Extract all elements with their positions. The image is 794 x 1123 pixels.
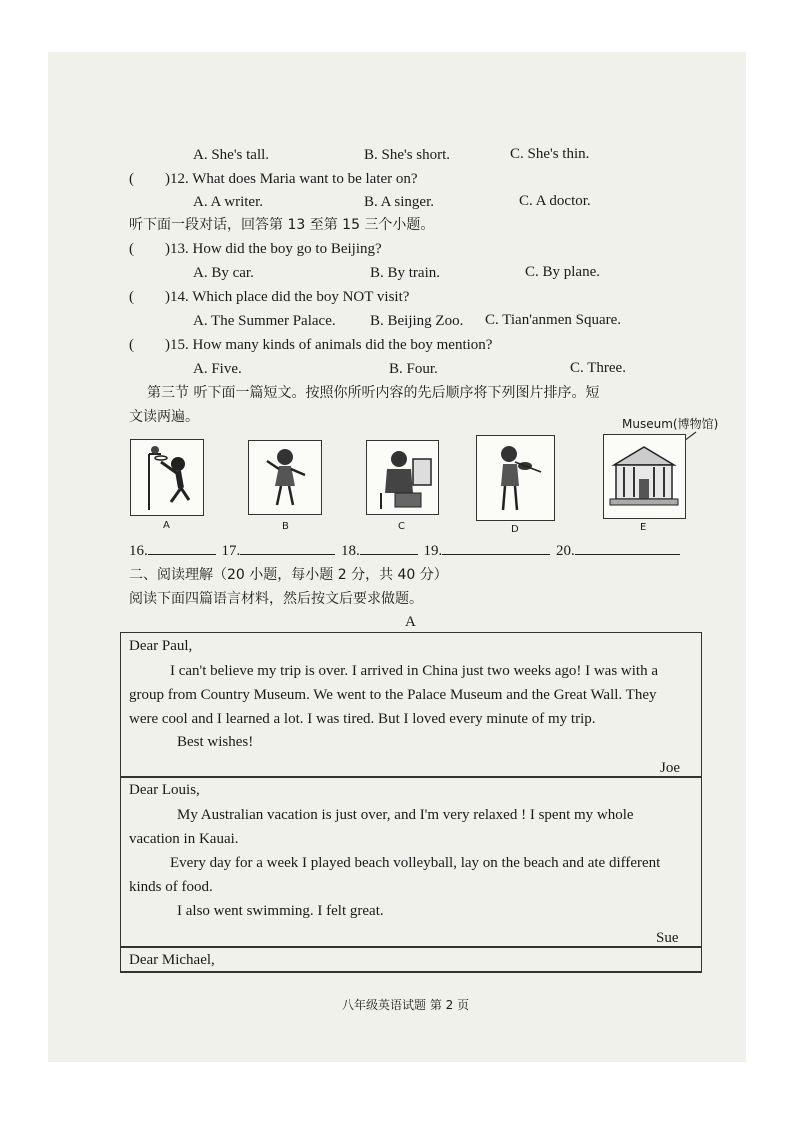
reading-heading: 二、阅读理解（20 小题，每小题 2 分，共 40 分） [129, 567, 448, 583]
letter-divider-2 [120, 946, 702, 948]
letter-divider-1 [120, 776, 702, 778]
q13-option-a: A. By car. [193, 265, 254, 281]
blank-18[interactable] [360, 540, 418, 555]
blank-19[interactable] [442, 540, 550, 555]
picture-e-label: E [640, 522, 647, 533]
blank-17-label: 17. [221, 543, 241, 559]
instruction-13-15: 听下面一段对话，回答第 13 至第 15 三个小题。 [129, 217, 435, 233]
section3-instruction-line2: 文读两遍。 [129, 409, 199, 425]
museum-building-icon [604, 435, 685, 518]
picture-d-violin [476, 435, 555, 521]
letter3-greeting: Dear Michael, [129, 952, 215, 968]
reading-person-icon [367, 441, 438, 514]
letter2-line2: vacation in Kauai. [129, 831, 239, 847]
q15-option-c: C. Three. [570, 360, 626, 376]
page-footer: 八年级英语试题 第 2 页 [342, 998, 470, 1012]
letter2-line5: I also went swimming. I felt great. [177, 903, 384, 919]
picture-c-label: C [398, 521, 405, 532]
blank-17[interactable] [240, 540, 335, 555]
q12-option-c: C. A doctor. [519, 193, 591, 209]
basketball-player-icon [131, 440, 203, 515]
q11-option-c: C. She's thin. [510, 146, 590, 162]
letter-divider-3 [120, 971, 702, 973]
blank-19-label: 19. [423, 543, 443, 559]
letter1-closing: Best wishes! [177, 734, 254, 750]
q14-paren: ( [129, 289, 134, 305]
q15-option-b: B. Four. [389, 361, 438, 377]
q14-option-a: A. The Summer Palace. [193, 313, 336, 329]
letter2-signature: Sue [656, 930, 679, 946]
q14-option-b: B. Beijing Zoo. [370, 313, 464, 329]
q12-option-b: B. A singer. [364, 194, 435, 210]
q14-stem: )14. Which place did the boy NOT visit? [165, 289, 410, 305]
q12-paren: ( [129, 171, 134, 187]
q15-paren: ( [129, 337, 134, 353]
q14-option-c: C. Tian'anmen Square. [485, 312, 622, 328]
q11-option-a: A. She's tall. [193, 147, 270, 163]
picture-b-dancer [248, 440, 322, 515]
q13-option-c: C. By plane. [525, 264, 600, 280]
blank-20-label: 20. [556, 543, 575, 559]
picture-a-basketball [130, 439, 204, 516]
q15-stem: )15. How many kinds of animals did the boy mention? [165, 337, 493, 353]
letter2-line3: Every day for a week I played beach volleyball, lay on the beach and ate different [170, 855, 661, 871]
letter2-line1: My Australian vacation is just over, and I'm very relaxed ! I spent my whole [177, 807, 634, 823]
letter2-line4: kinds of food. [129, 879, 213, 895]
passage-a-label: A [405, 614, 416, 630]
q13-stem: )13. How did the boy go to Beijing? [165, 241, 382, 257]
picture-c-reading [366, 440, 439, 515]
reading-instruction: 阅读下面四篇语言材料，然后按文后要求做题。 [129, 591, 423, 607]
violinist-icon [477, 436, 554, 520]
q12-option-a: A. A writer. [193, 194, 263, 210]
q11-option-b: B. She's short. [364, 147, 451, 163]
museum-caption: Museum(博物馆) [622, 417, 719, 431]
letter1-signature: Joe [660, 760, 680, 776]
q12-stem: )12. What does Maria want to be later on? [165, 171, 418, 187]
picture-e-museum [603, 434, 686, 519]
blank-16[interactable] [148, 540, 216, 555]
q15-option-a: A. Five. [193, 361, 242, 377]
q13-paren: ( [129, 241, 134, 257]
letters-box [120, 632, 702, 973]
section3-instruction-line1: 第三节 听下面一篇短文。按照你所听内容的先后顺序将下列图片排序。短 [147, 385, 600, 401]
letter1-line3: were cool and I learned a lot. I was tired. But I loved every minute of my trip. [129, 711, 596, 727]
dancer-icon [249, 441, 321, 514]
letter2-greeting: Dear Louis, [129, 782, 200, 798]
q13-option-b: B. By train. [370, 265, 440, 281]
picture-a-label: A [163, 520, 170, 531]
letter1-greeting: Dear Paul, [129, 638, 193, 654]
blank-16-label: 16. [129, 543, 148, 559]
blank-18-label: 18. [341, 543, 360, 559]
letter1-line2: group from Country Museum. We went to the Palace Museum and the Great Wall. They [129, 687, 657, 703]
blank-20[interactable] [575, 540, 680, 555]
picture-b-label: B [282, 521, 289, 532]
answer-blanks [129, 540, 680, 560]
letter1-line1: I can't believe my trip is over. I arrived in China just two weeks ago! I was with a [170, 663, 658, 679]
picture-d-label: D [511, 524, 519, 535]
